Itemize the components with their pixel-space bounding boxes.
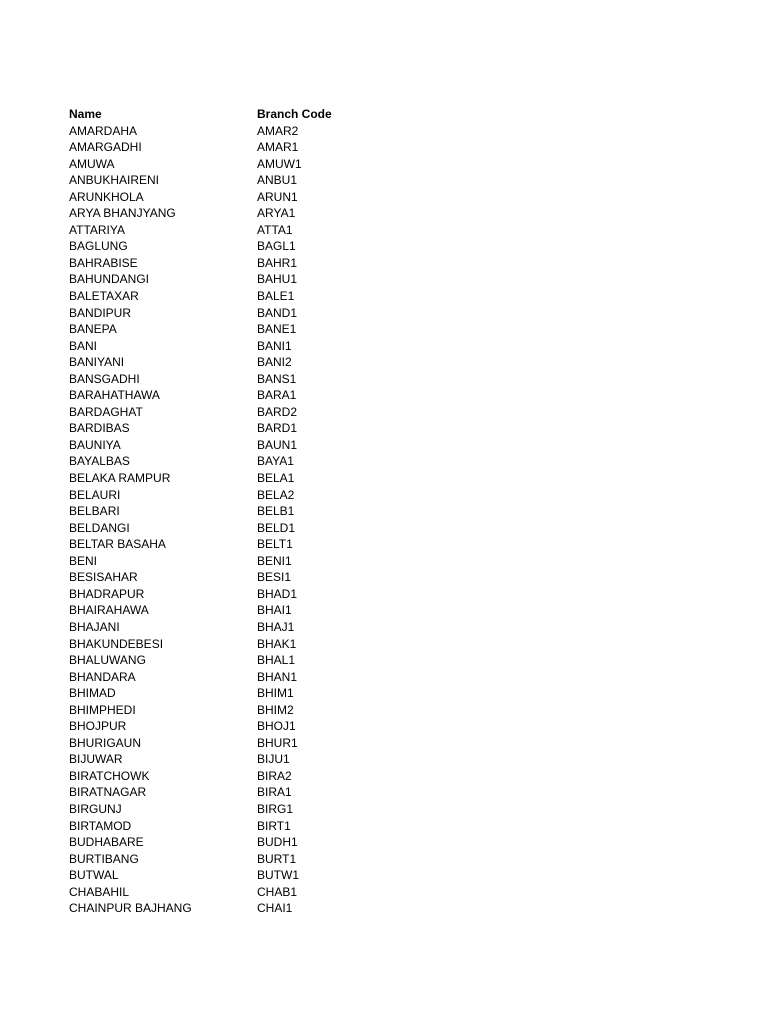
branch-name-cell: BHAJANI	[69, 619, 120, 634]
branch-name-cell: AMARGADHI	[69, 140, 142, 155]
table-row	[69, 718, 389, 735]
branch-name-cell: BHIMAD	[69, 686, 116, 701]
table-row	[69, 387, 389, 404]
branch-name-cell: BARAHATHAWA	[69, 388, 160, 403]
table-row	[69, 222, 389, 239]
table-row	[69, 404, 389, 421]
table-row	[69, 520, 389, 537]
table-row	[69, 834, 389, 851]
branch-code-cell: BAUN1	[257, 437, 298, 452]
branch-name-cell: BAHUNDANGI	[69, 272, 150, 287]
table-row	[69, 636, 389, 653]
branch-name-cell: ARUNKHOLA	[69, 189, 144, 204]
branch-name-cell: BHAKUNDEBESI	[69, 636, 164, 651]
branch-name-cell: AMUWA	[69, 156, 115, 171]
table-row	[69, 652, 389, 669]
branch-name-cell: BANSGADHI	[69, 371, 140, 386]
table-row	[69, 602, 389, 619]
branch-name-cell: BIRATNAGAR	[69, 785, 147, 800]
branch-name-cell: ARYA BHANJYANG	[69, 206, 176, 221]
branch-name-cell: BIJUWAR	[69, 752, 123, 767]
branch-code-cell: ARUN1	[257, 189, 298, 204]
table-row	[69, 321, 389, 338]
branch-code-cell: BHAL1	[257, 653, 296, 668]
branch-name-cell: AMARDAHA	[69, 123, 138, 138]
table-row	[69, 123, 389, 140]
branch-code-cell: BANI1	[257, 338, 292, 353]
table-row	[69, 371, 389, 388]
branch-name-cell: ANBUKHAIRENI	[69, 173, 160, 188]
branch-code-cell: BANE1	[257, 322, 297, 337]
column-header-branch-code: Branch Code	[257, 107, 332, 121]
branch-name-cell: BUDHABARE	[69, 835, 144, 850]
branch-code-cell: ATTA1	[257, 222, 293, 237]
branch-name-cell: BARDIBAS	[69, 421, 130, 436]
branch-name-cell: CHAINPUR BAJHANG	[69, 901, 192, 916]
branch-name-cell: BELAKA RAMPUR	[69, 471, 171, 486]
branch-name-cell: BALETAXAR	[69, 289, 139, 304]
branch-code-cell: BELA1	[257, 471, 295, 486]
branch-code-cell: AMAR2	[257, 123, 299, 138]
table-row	[69, 189, 389, 206]
branch-code-cell: BARD2	[257, 404, 298, 419]
column-header-name: Name	[69, 107, 102, 121]
branch-name-cell: BHURIGAUN	[69, 735, 142, 750]
branch-code-cell: BHIM2	[257, 702, 294, 717]
branch-name-cell: BELBARI	[69, 504, 120, 519]
table-row	[69, 453, 389, 470]
branch-name-cell: BHIMPHEDI	[69, 702, 136, 717]
table-row	[69, 205, 389, 222]
table-row	[69, 768, 389, 785]
table-row	[69, 420, 389, 437]
branch-name-cell: BANIYANI	[69, 355, 125, 370]
branch-code-cell: BHUR1	[257, 735, 298, 750]
branch-code-cell: BIJU1	[257, 752, 290, 767]
branch-code-cell: BHAD1	[257, 586, 298, 601]
table-row	[69, 156, 389, 173]
table-row	[69, 801, 389, 818]
branch-code-cell: BUTW1	[257, 868, 299, 883]
table-row	[69, 487, 389, 504]
branch-name-cell: BIRGUNJ	[69, 801, 122, 816]
table-row	[69, 437, 389, 454]
branch-name-cell: BHAIRAHAWA	[69, 603, 149, 618]
branch-name-cell: BENI	[69, 553, 98, 568]
branch-code-cell: BELA2	[257, 487, 295, 502]
branch-code-cell: BESI1	[257, 570, 292, 585]
branch-code-cell: BELB1	[257, 504, 295, 519]
branch-code-cell: BIRA2	[257, 768, 292, 783]
branch-name-cell: BHADRAPUR	[69, 586, 145, 601]
branch-code-cell: BELT1	[257, 537, 293, 552]
branch-name-cell: BUTWAL	[69, 868, 119, 883]
branch-code-cell: BANI2	[257, 355, 292, 370]
branch-code-cell: BAHU1	[257, 272, 298, 287]
table-row	[69, 751, 389, 768]
branch-name-cell: BAYALBAS	[69, 454, 130, 469]
branch-name-cell: BHALUWANG	[69, 653, 146, 668]
branch-code-cell: BHAN1	[257, 669, 298, 684]
branch-code-cell: BHAK1	[257, 636, 297, 651]
branch-code-cell: BALE1	[257, 289, 295, 304]
branch-name-cell: BANI	[69, 338, 98, 353]
branch-name-cell: BHOJPUR	[69, 719, 127, 734]
branch-name-cell: BAGLUNG	[69, 239, 128, 254]
table-header-row	[69, 106, 389, 123]
branch-name-cell: BIRTAMOD	[69, 818, 132, 833]
table-row	[69, 619, 389, 636]
branch-code-cell: BELD1	[257, 520, 296, 535]
branch-name-cell: BIRATCHOWK	[69, 768, 150, 783]
branch-name-cell: BAHRABISE	[69, 255, 138, 270]
branch-code-cell: BANS1	[257, 371, 297, 386]
table-row	[69, 238, 389, 255]
table-row	[69, 172, 389, 189]
branch-code-cell: CHAI1	[257, 901, 293, 916]
table-row	[69, 818, 389, 835]
branch-name-cell: BELTAR BASAHA	[69, 537, 166, 552]
branch-name-cell: BAUNIYA	[69, 437, 121, 452]
table-row	[69, 255, 389, 272]
table-row	[69, 553, 389, 570]
table-row	[69, 536, 389, 553]
table-row	[69, 669, 389, 686]
table-row	[69, 586, 389, 603]
branch-code-table	[69, 106, 389, 917]
branch-name-cell: BARDAGHAT	[69, 404, 143, 419]
table-row	[69, 288, 389, 305]
branch-code-cell: BIRT1	[257, 818, 291, 833]
branch-code-cell: BAHR1	[257, 255, 298, 270]
branch-code-cell: BARA1	[257, 388, 297, 403]
branch-code-cell: ARYA1	[257, 206, 296, 221]
branch-code-cell: BHAJ1	[257, 619, 295, 634]
table-row	[69, 271, 389, 288]
table-row	[69, 784, 389, 801]
branch-name-cell: BELAURI	[69, 487, 121, 502]
branch-name-cell: CHABAHIL	[69, 884, 130, 899]
table-row	[69, 569, 389, 586]
branch-code-cell: BURT1	[257, 851, 297, 866]
branch-code-cell: BIRG1	[257, 801, 294, 816]
table-row	[69, 884, 389, 901]
branch-code-cell: BUDH1	[257, 835, 298, 850]
table-row	[69, 139, 389, 156]
branch-code-cell: BIRA1	[257, 785, 292, 800]
table-row	[69, 735, 389, 752]
branch-name-cell: BHANDARA	[69, 669, 136, 684]
table-row	[69, 503, 389, 520]
branch-name-cell: BESISAHAR	[69, 570, 138, 585]
table-row	[69, 685, 389, 702]
branch-name-cell: BANEPA	[69, 322, 117, 337]
branch-code-cell: BARD1	[257, 421, 298, 436]
branch-code-cell: BAND1	[257, 305, 298, 320]
table-row	[69, 851, 389, 868]
table-row	[69, 354, 389, 371]
branch-name-cell: ATTARIYA	[69, 222, 126, 237]
branch-name-cell: BURTIBANG	[69, 851, 139, 866]
branch-name-cell: BANDIPUR	[69, 305, 132, 320]
branch-code-cell: BHAI1	[257, 603, 292, 618]
table-row	[69, 338, 389, 355]
table-row	[69, 702, 389, 719]
branch-code-cell: AMAR1	[257, 140, 299, 155]
branch-code-cell: BAYA1	[257, 454, 294, 469]
branch-code-cell: AMUW1	[257, 156, 302, 171]
branch-code-cell: BHIM1	[257, 686, 294, 701]
branch-name-cell: BELDANGI	[69, 520, 130, 535]
branch-code-cell: BHOJ1	[257, 719, 296, 734]
branch-code-cell: CHAB1	[257, 884, 298, 899]
table-row	[69, 470, 389, 487]
branch-code-cell: BAGL1	[257, 239, 296, 254]
table-row	[69, 867, 389, 884]
table-body	[69, 123, 389, 917]
table-row	[69, 900, 389, 917]
branch-code-cell: ANBU1	[257, 173, 298, 188]
branch-code-cell: BENI1	[257, 553, 292, 568]
table-row	[69, 305, 389, 322]
